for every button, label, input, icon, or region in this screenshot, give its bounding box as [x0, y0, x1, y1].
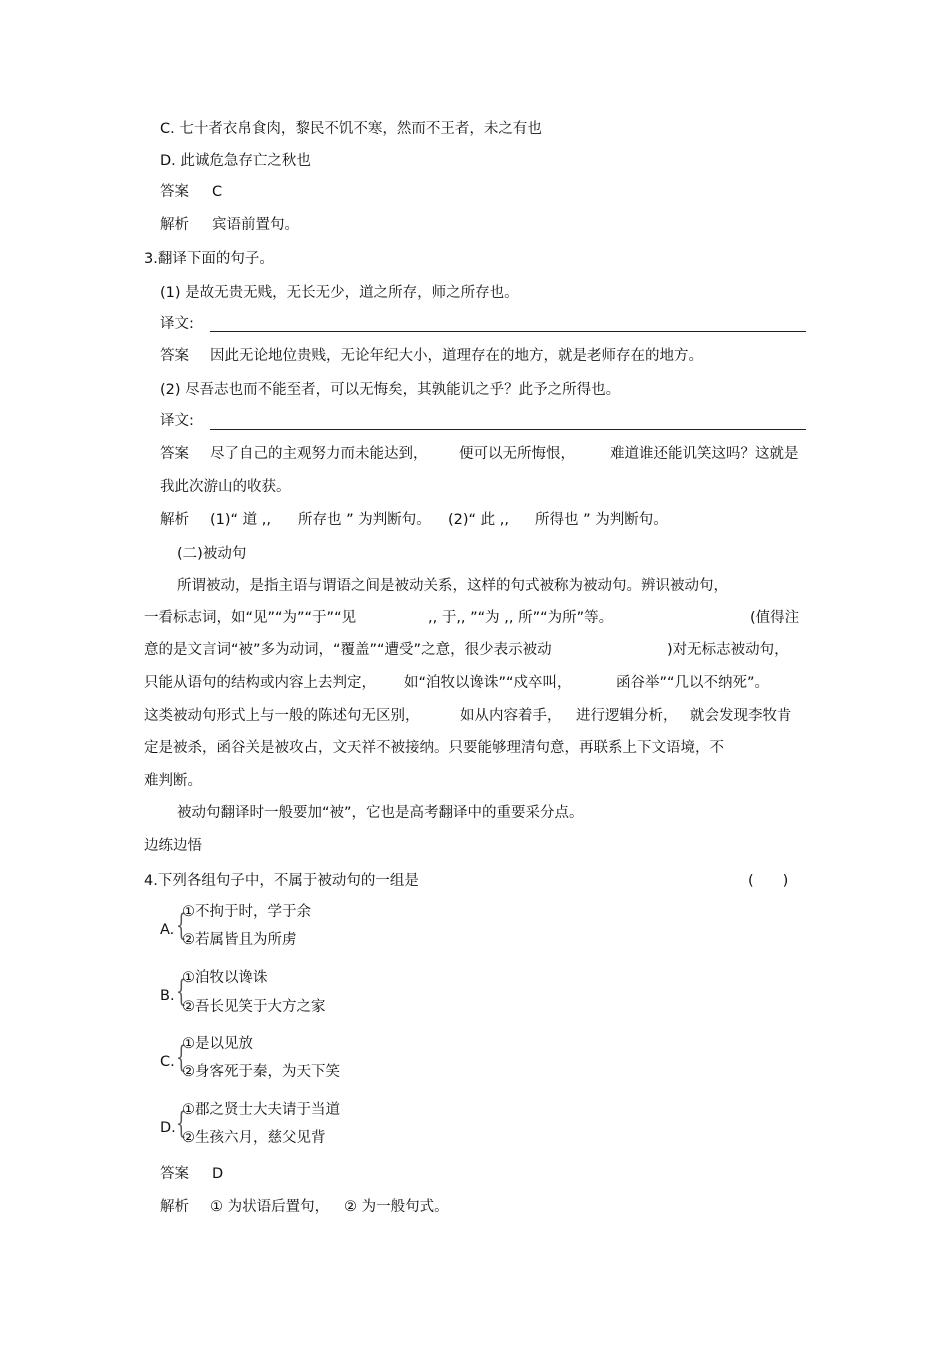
translation-line-2 — [210, 429, 806, 430]
practice-heading: 边练边悟 — [144, 838, 202, 854]
answer-text-2b: 便可以无所悔恨， — [459, 446, 575, 462]
option-c: C. 七十者衣帛食肉，黎民不饥不寒，然而不王者，未之有也 — [160, 121, 542, 137]
paragraph-line: 只能从语句的结构或内容上去判定， — [144, 675, 376, 691]
q3-sentence-2: (2) 尽吾志也而不能至者，可以无悔矣，其孰能讥之乎？此予之所得也。 — [160, 382, 621, 398]
translation-line-1 — [210, 331, 806, 332]
translation-label: 译文: — [160, 413, 194, 429]
section-heading: (二)被动句 — [177, 546, 247, 562]
option-d: D. 此诚危急存亡之秋也 — [160, 153, 311, 169]
paragraph-line: ,, 于,, ”“为 ,, 所”“为所”等。 — [428, 610, 614, 626]
option-label: C. — [160, 1054, 175, 1070]
answer-value: C — [212, 184, 223, 200]
paragraph-line: 如“洎牧以谗诛”“戍卒叫， — [404, 675, 572, 691]
answer-text-2a: 尽了自己的主观努力而未能达到， — [210, 446, 428, 462]
paragraph-line: (值得注 — [750, 610, 800, 626]
analysis-label: 解析 — [160, 512, 189, 528]
paragraph-line: 函谷举”“几以不纳死”。 — [616, 675, 770, 691]
q3-sentence-1: (1) 是故无贵无贱，无长无少，道之所存，师之所存也。 — [160, 285, 519, 301]
paragraph-line: )对无标志被动句， — [667, 642, 789, 658]
analysis-text: 宾语前置句。 — [212, 217, 299, 233]
answer-value: D — [212, 1166, 224, 1182]
brace-icon: { — [176, 1040, 187, 1075]
translation-label: 译文: — [160, 316, 194, 332]
analysis-label: 解析 — [160, 1199, 189, 1215]
option-label: A. — [160, 922, 175, 938]
q4-title: 4.下列各组句子中，不属于被动句的一组是 — [144, 873, 419, 889]
brace-icon: { — [176, 974, 187, 1009]
paragraph-line: 如从内容着手， — [460, 708, 562, 724]
option-sentence-1: ①郡之贤士大夫请于当道 — [182, 1102, 340, 1118]
option-sentence-1: ①洎牧以谗诛 — [182, 970, 268, 986]
paragraph-line: 定是被杀，函谷关是被攻占，文天祥不被接纳。只要能够理清句意，再联系上下文语境，不 — [144, 740, 724, 756]
answer-label: 答案 — [160, 348, 189, 364]
paragraph-line: 难判断。 — [144, 773, 202, 789]
answer-label: 答案 — [160, 184, 189, 200]
option-sentence-1: ①不拘于时，学于余 — [182, 904, 311, 920]
answer-text-2c: 难道谁还能讥笑这吗？这就是 — [610, 446, 799, 462]
answer-paren: ( ) — [748, 873, 789, 889]
option-sentence-2: ②身客死于秦，为天下笑 — [182, 1064, 340, 1080]
paragraph-line: 所谓被动，是指主语与谓语之间是被动关系，这样的句式被称为被动句。辨识被动句， — [177, 578, 728, 594]
brace-icon: { — [176, 1106, 187, 1141]
analysis-part-3: (2)“ 此 ,, — [448, 512, 509, 528]
option-label: B. — [160, 988, 175, 1004]
option-sentence-2: ②吾长见笑于大方之家 — [182, 999, 326, 1015]
answer-label: 答案 — [160, 1166, 189, 1182]
option-sentence-2: ②若属皆且为所虏 — [182, 932, 297, 948]
option-sentence-1: ①是以见放 — [182, 1036, 253, 1052]
answer-text-1: 因此无论地位贵贱，无论年纪大小，道理存在的地方，就是老师存在的地方。 — [210, 348, 703, 364]
option-label: D. — [160, 1120, 176, 1136]
analysis-part-2: 所存也 ” 为判断句。 — [298, 512, 431, 528]
analysis-part-1: (1)“ 道 ,, — [210, 512, 271, 528]
analysis-label: 解析 — [160, 217, 189, 233]
paragraph-line: 一看标志词，如“见”“为”“于”“见 — [144, 610, 357, 626]
paragraph-line: 这类被动句形式上与一般的陈述句无区别， — [144, 708, 420, 724]
paragraph-line: 就会发现李牧肯 — [690, 708, 792, 724]
q3-title: 3.翻译下面的句子。 — [144, 251, 274, 267]
paragraph-line: 进行逻辑分析， — [576, 708, 678, 724]
option-sentence-2: ②生孩六月，慈父见背 — [182, 1130, 326, 1146]
answer-label: 答案 — [160, 446, 189, 462]
answer-text-2d: 我此次游山的收获。 — [160, 479, 291, 495]
analysis-part-1: ① 为状语后置句， — [210, 1199, 330, 1215]
analysis-part-2: ② 为一般句式。 — [344, 1199, 449, 1215]
analysis-part-4: 所得也 ” 为判断句。 — [535, 512, 668, 528]
paragraph-line: 被动句翻译时一般要加“被”，它也是高考翻译中的重要采分点。 — [177, 805, 584, 821]
brace-icon: { — [176, 908, 187, 943]
paragraph-line: 意的是文言词“被”多为动词，“覆盖”“遭受”之意，很少表示被动 — [144, 642, 552, 658]
